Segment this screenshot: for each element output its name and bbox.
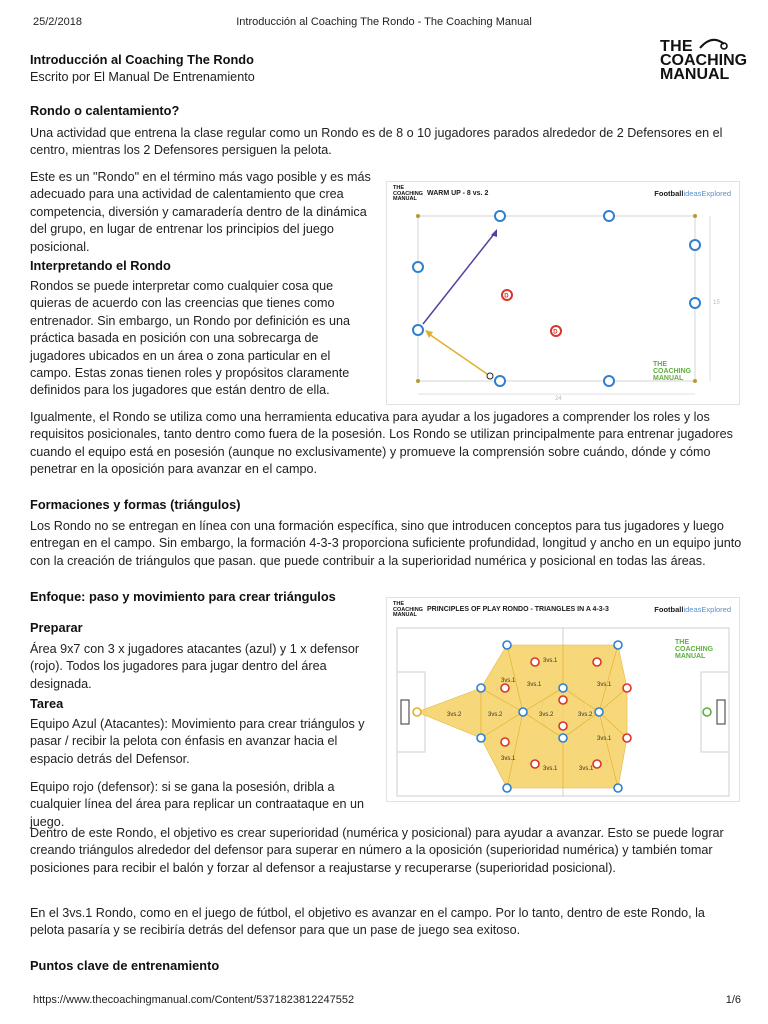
defender-player bbox=[623, 734, 631, 742]
brand-light: ideasExplored bbox=[683, 605, 731, 614]
paragraph-7: Equipo Azul (Atacantes): Movimiento para crear triángulos y pasar / recibir la pelota con énfasis en avanzar hacia el espacio detrás del Defensor. bbox=[30, 717, 365, 766]
logo-line-1: THE bbox=[660, 38, 693, 55]
attacker-player bbox=[614, 641, 622, 649]
attacker-player bbox=[413, 262, 423, 272]
attacker-player bbox=[595, 708, 603, 716]
defender-player bbox=[559, 722, 567, 730]
attacker-player bbox=[604, 376, 614, 386]
defender-player bbox=[502, 290, 512, 300]
svg-text:3vs.1: 3vs.1 bbox=[579, 766, 594, 772]
attacker-player bbox=[495, 211, 505, 221]
print-title: Introducción al Coaching The Rondo - The Coaching Manual bbox=[236, 16, 532, 28]
paragraph-9: Dentro de este Rondo, el objetivo es crear superioridad (numérica y posicional) para ayudar a avanzar. Esto se puede lograr creando triángulos alrededor del defensor para superar en número a la oposición (superioridad numérica) y también tomar posiciones para recibir el balón y forzar al defensor a reajustarse y recuperarse (superioridad posicional). bbox=[30, 826, 724, 875]
attacker-player bbox=[503, 641, 511, 649]
warm-up-diagram bbox=[387, 204, 739, 404]
figure-1-title: WARM UP - 8 vs. 2 bbox=[427, 190, 489, 197]
heading-enfoque: Enfoque: paso y movimiento para crear triángulos bbox=[30, 589, 336, 604]
figure-2-logo: THE COACHING MANUAL bbox=[393, 601, 423, 618]
logo-line-3: MANUAL bbox=[660, 66, 730, 83]
print-date: 25/2/2018 bbox=[33, 16, 82, 28]
svg-text:COACHING: COACHING bbox=[653, 368, 692, 375]
svg-text:3vs.2: 3vs.2 bbox=[488, 712, 503, 718]
article-title: Introducción al Coaching The Rondo bbox=[30, 52, 254, 67]
rondo-area bbox=[418, 216, 695, 381]
defender-player bbox=[501, 684, 509, 692]
attacker-player bbox=[559, 734, 567, 742]
figure-1-brand bbox=[654, 189, 731, 198]
paragraph-3: Rondos se puede interpretar como cualquier cosa que quieras de acuerdo con las creencias que tienes como entrenador. Sin embargo, un Rondo por definición es una práctica basada en posición con una sobrecarga de jugadores ubicados en un área o zona particular en el campo. Estas zonas tienen roles y propósitos claramente definidos para los jugadores que están dentro de ella. bbox=[30, 279, 350, 398]
opposing-goalkeeper bbox=[703, 708, 711, 716]
pass-arrow-purple bbox=[423, 234, 494, 324]
paragraph-6: Área 9x7 con 3 x jugadores atacantes (azul) y 1 x defensor (rojo). Todos los jugadores para jugar dentro del área designada. bbox=[30, 642, 360, 691]
attacker-player bbox=[413, 325, 423, 335]
defender-player bbox=[501, 738, 509, 746]
coaching-manual-logo[interactable] bbox=[660, 40, 750, 82]
svg-text:COACHING: COACHING bbox=[675, 646, 714, 653]
brand-bold: Football bbox=[654, 605, 684, 614]
defender-player bbox=[593, 760, 601, 768]
brand-bold: Football bbox=[654, 189, 684, 198]
svg-text:MANUAL: MANUAL bbox=[653, 375, 684, 382]
cone bbox=[416, 214, 420, 218]
attacker-player bbox=[477, 684, 485, 692]
heading-tarea: Tarea bbox=[30, 696, 64, 711]
defender-player bbox=[531, 760, 539, 768]
heading-preparar: Preparar bbox=[30, 620, 83, 635]
attacker-player bbox=[604, 211, 614, 221]
svg-text:MANUAL: MANUAL bbox=[675, 653, 706, 660]
paragraph-4: Igualmente, el Rondo se utiliza como una herramienta educativa para ayudar a los jugadores a comprender los roles y los requisitos posicionales, tanto dentro como fuera de la posesión. Los Rondo se utilizan principalmente para entrenar jugadores cuando el equipo está en posesión (aunque no exclusivamente) y promueve la comprensión sobre cuándo, dónde y cómo penetrar en la oposición para avanzar en el campo. bbox=[30, 410, 733, 477]
svg-text:3vs.2: 3vs.2 bbox=[578, 712, 593, 718]
heading-formaciones: Formaciones y formas (triángulos) bbox=[30, 497, 241, 512]
attacker-player bbox=[477, 734, 485, 742]
dimension-label-h: 24 bbox=[555, 396, 562, 402]
cone bbox=[693, 214, 697, 218]
attacker-player bbox=[614, 784, 622, 792]
svg-text:3vs.2: 3vs.2 bbox=[539, 712, 554, 718]
dimension-label-v: 15 bbox=[713, 300, 720, 306]
svg-text:3vs.1: 3vs.1 bbox=[527, 682, 542, 688]
figure-1-watermark bbox=[653, 361, 692, 382]
cone bbox=[416, 379, 420, 383]
svg-text:3vs.1: 3vs.1 bbox=[501, 678, 516, 684]
page-number: 1/6 bbox=[725, 994, 741, 1006]
attacker-player bbox=[503, 784, 511, 792]
logo-line-2: COACHING bbox=[660, 52, 748, 69]
paragraph-1: Una actividad que entrena la clase regular como un Rondo es de 8 o 10 jugadores parados alrededor de 2 Defensores en el centro, mientras los 2 Defensores persiguen la pelota. bbox=[30, 126, 723, 158]
figure-2-brand bbox=[654, 605, 731, 614]
triangles-diagram bbox=[387, 620, 739, 802]
figure-warm-up bbox=[386, 181, 740, 405]
paragraph-5: Los Rondo no se entregan en línea con una formación específica, sino que introducen conceptos para tus jugadores y luego entregan en el campo. Sin embargo, la formación 4-3-3 proporciona suficiente profundidad, longitud y ancho en un equipo junto con la creación de triángulos que pasan. que puede contribuir a la superioridad numérica y posicional en todas las áreas. bbox=[30, 519, 742, 568]
svg-text:D: D bbox=[504, 293, 509, 300]
svg-text:3vs.1: 3vs.1 bbox=[597, 736, 612, 742]
paragraph-8: Equipo rojo (defensor): si se gana la posesión, dribla a cualquier línea del área para replicar un contraataque en un juego. bbox=[30, 780, 364, 829]
defender-player bbox=[531, 658, 539, 666]
svg-text:D: D bbox=[553, 329, 558, 336]
article-byline: Escrito por El Manual De Entrenamiento bbox=[30, 70, 255, 84]
paragraph-10: En el 3vs.1 Rondo, como en el juego de fútbol, el objetivo es avanzar en el campo. Por lo tanto, dentro de este Rondo, la pelota pasaría y se recibiría detrás del defensor para que un pase de juego sea exitoso. bbox=[30, 906, 705, 938]
cone bbox=[693, 379, 697, 383]
attacker-player bbox=[690, 298, 700, 308]
goalkeeper-player bbox=[413, 708, 421, 716]
svg-text:3vs.1: 3vs.1 bbox=[543, 766, 558, 772]
paragraph-2: Este es un "Rondo" en el término más vago posible y es más adecuado para una actividad de calentamiento que crea competencia, diversión y camaradería dentro de la dinámica del grupo, en lugar de entrenar los principios del juego posicional. bbox=[30, 170, 371, 254]
defender-player bbox=[559, 696, 567, 704]
svg-text:3vs.1: 3vs.1 bbox=[501, 756, 516, 762]
attacker-player bbox=[495, 376, 505, 386]
brand-light: ideasExplored bbox=[683, 189, 731, 198]
heading-puntos-clave: Puntos clave de entrenamiento bbox=[30, 958, 220, 973]
ball bbox=[487, 373, 493, 379]
pass-arrow-gold bbox=[429, 334, 490, 376]
heading-interpretando: Interpretando el Rondo bbox=[30, 258, 171, 273]
print-url[interactable]: https://www.thecoachingmanual.com/Content/5371823812247552 bbox=[33, 994, 355, 1006]
heading-rondo: Rondo o calentamiento? bbox=[30, 103, 180, 118]
figure-2-title: PRINCIPLES OF PLAY RONDO - TRIANGLES IN A 4-3-3 bbox=[427, 606, 609, 613]
defender-player bbox=[623, 684, 631, 692]
svg-text:THE: THE bbox=[653, 361, 667, 368]
figure-1-logo: THE COACHING MANUAL bbox=[393, 185, 423, 202]
defender-player bbox=[593, 658, 601, 666]
svg-text:3vs.1: 3vs.1 bbox=[543, 658, 558, 664]
attacker-player bbox=[559, 684, 567, 692]
attacker-player bbox=[690, 240, 700, 250]
svg-text:3vs.2: 3vs.2 bbox=[447, 712, 462, 718]
figure-triangles-433 bbox=[386, 597, 740, 802]
attacker-player bbox=[519, 708, 527, 716]
svg-text:THE: THE bbox=[675, 639, 689, 646]
svg-text:3vs.1: 3vs.1 bbox=[597, 682, 612, 688]
defender-player bbox=[551, 326, 561, 336]
whistle-icon bbox=[698, 38, 728, 52]
